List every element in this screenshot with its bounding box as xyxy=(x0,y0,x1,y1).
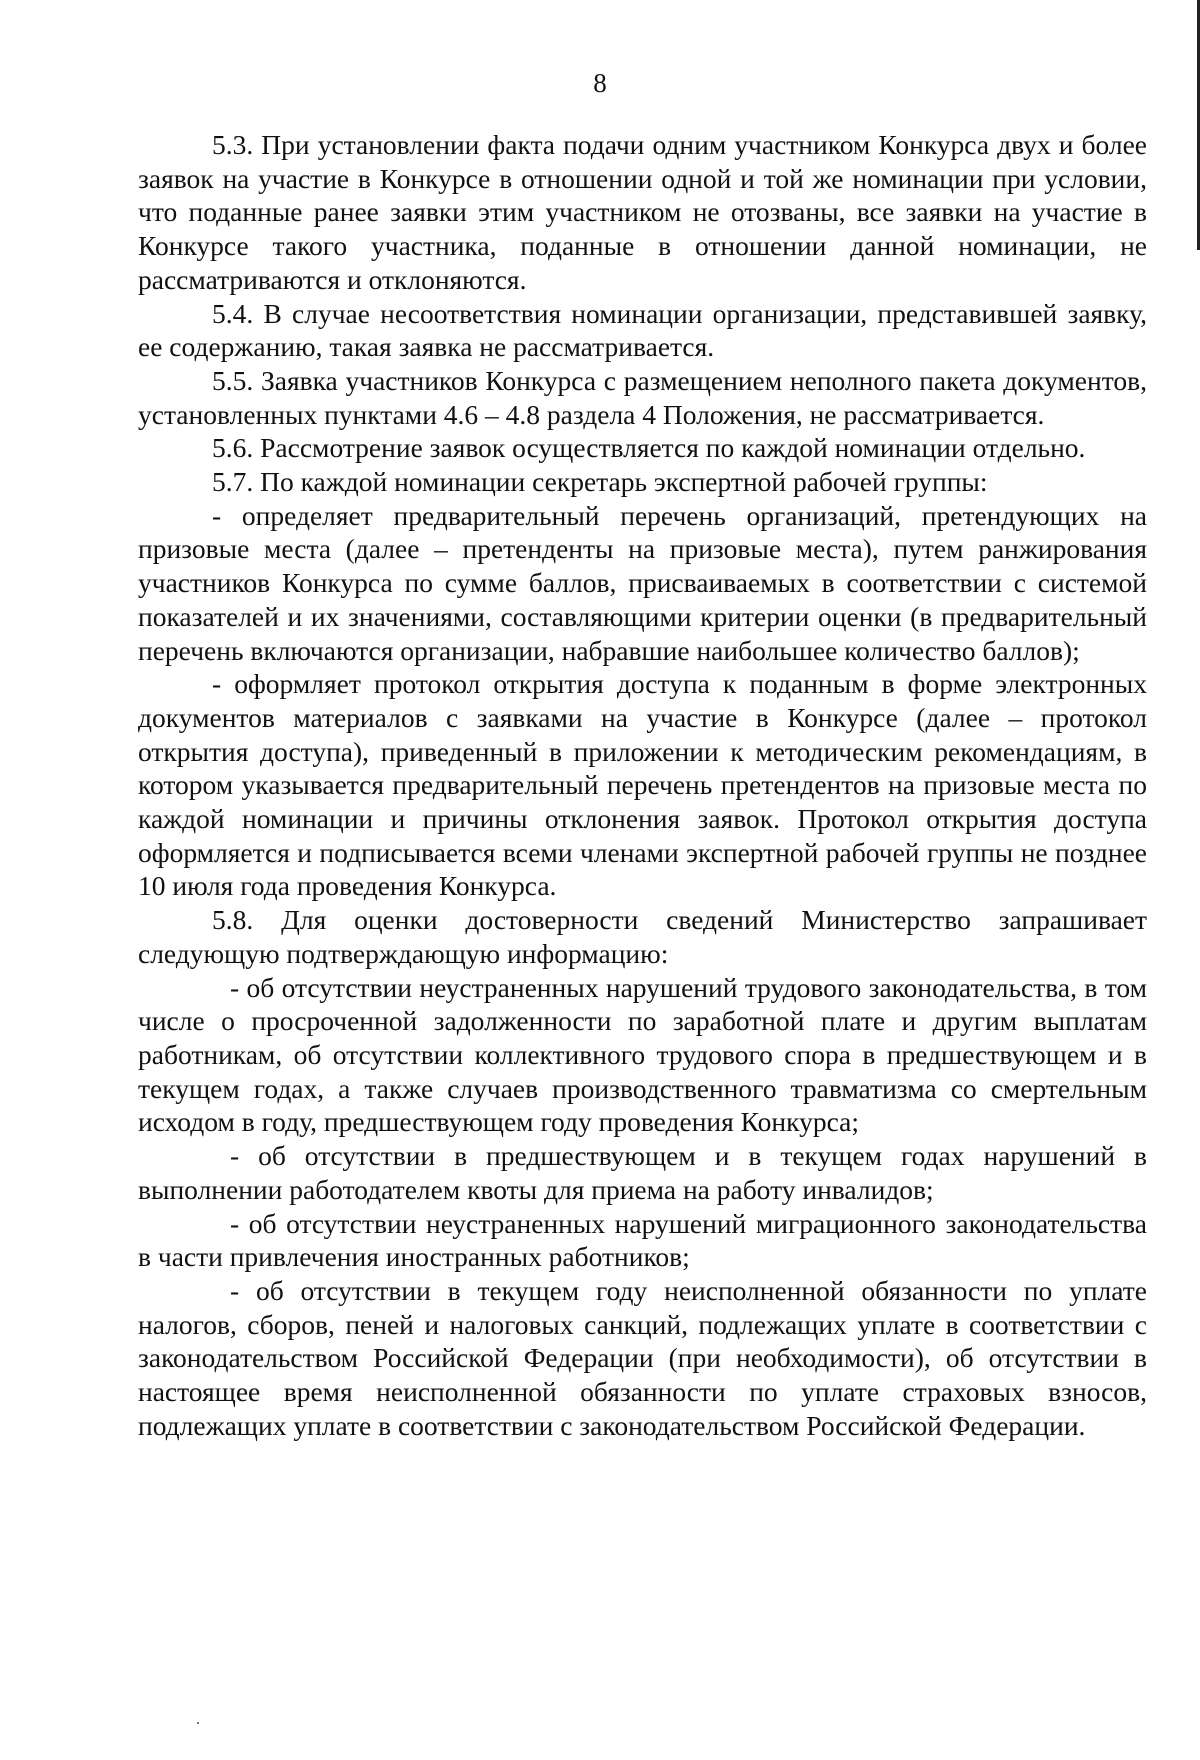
paragraph-5-8: 5.8. Для оценки достоверности сведений Министерство запрашивает следующую подтверждающую информацию: xyxy=(138,904,1147,969)
page-number: 8 xyxy=(593,68,607,98)
document-body xyxy=(138,128,1147,1442)
list-item-disabled-quota: - об отсутствии в предшествующем и в текущем годах нарушений в выполнении работодателем квоты для приема на работу инвалидов; xyxy=(138,1140,1147,1205)
paragraph-5-3: 5.3. При установлении факта подачи одним участником Конкурса двух и более заявок на участие в Конкурсе в отношении одной и той же номинации при условии, что поданные ранее заявки этим участником не отозваны, все заявки на участие в Конкурсе такого участника, поданные в отношении данной номинации, не рассматриваются и отклоняются. xyxy=(138,129,1147,295)
list-item-ranking: - определяет предварительный перечень организаций, претендующих на призовые места (далее – претенденты на призовые места), путем ранжирования участников Конкурса по сумме баллов, присваиваемых в соответствии с системой показателей и их значениями, составляющими критерии оценки (в предварительный перечень включаются организации, набравшие наибольшее количество баллов); xyxy=(138,499,1147,666)
paragraph-5-5: 5.5. Заявка участников Конкурса с размещением неполного пакета документов, установленных пунктами 4.6 – 4.8 раздела 4 Положения, не рассматривается. xyxy=(138,364,1147,430)
paragraph-5-6: 5.6. Рассмотрение заявок осуществляется по каждой номинации отдельно. xyxy=(212,432,1086,464)
paragraph-5-7: 5.7. По каждой номинации секретарь экспертной рабочей группы: xyxy=(212,466,988,498)
list-item-taxes: - об отсутствии в текущем году неисполненной обязанности по уплате налогов, сборов, пеней и налоговых санкций, подлежащих уплате в соответствии с законодательством Российской Федерации (при необходимости), об отсутствии в настоящее время неисполненной обязанности по уплате страховых взносов, подлежащих уплате в соответствии с законодательством Российской Федерации. xyxy=(138,1274,1147,1441)
scan-speck xyxy=(197,1722,199,1724)
paragraph-5-4: 5.4. В случае несоответствия номинации организации, представившей заявку, ее содержанию, такая заявка не рассматривается. xyxy=(138,297,1147,363)
list-item-protocol: - оформляет протокол открытия доступа к поданным в форме электронных документов материалов с заявками на участие в Конкурсе (далее – протокол открытия доступа), приведенный в приложении к методическим рекомендациям, в котором указывается предварительный перечень претендентов на призовые места по каждой номинации и причины отклонения заявок. Протокол открытия доступа оформляется и подписывается всеми членами экспертной рабочей группы не позднее 10 июля года проведения Конкурса. xyxy=(138,668,1147,902)
list-item-migration-law: - об отсутствии неустраненных нарушений миграционного законодательства в части привлечения иностранных работников; xyxy=(138,1207,1147,1273)
list-item-labor-law: - об отсутствии неустраненных нарушений трудового законодательства, в том числе о просроченной задолженности по заработной плате и другим выплатам работникам, об отсутствии коллективного трудового спора в предшествующем и в текущем годах, а также случаев производственного травматизма со смертельным исходом в году, предшествующем году проведения Конкурса; xyxy=(138,971,1147,1138)
